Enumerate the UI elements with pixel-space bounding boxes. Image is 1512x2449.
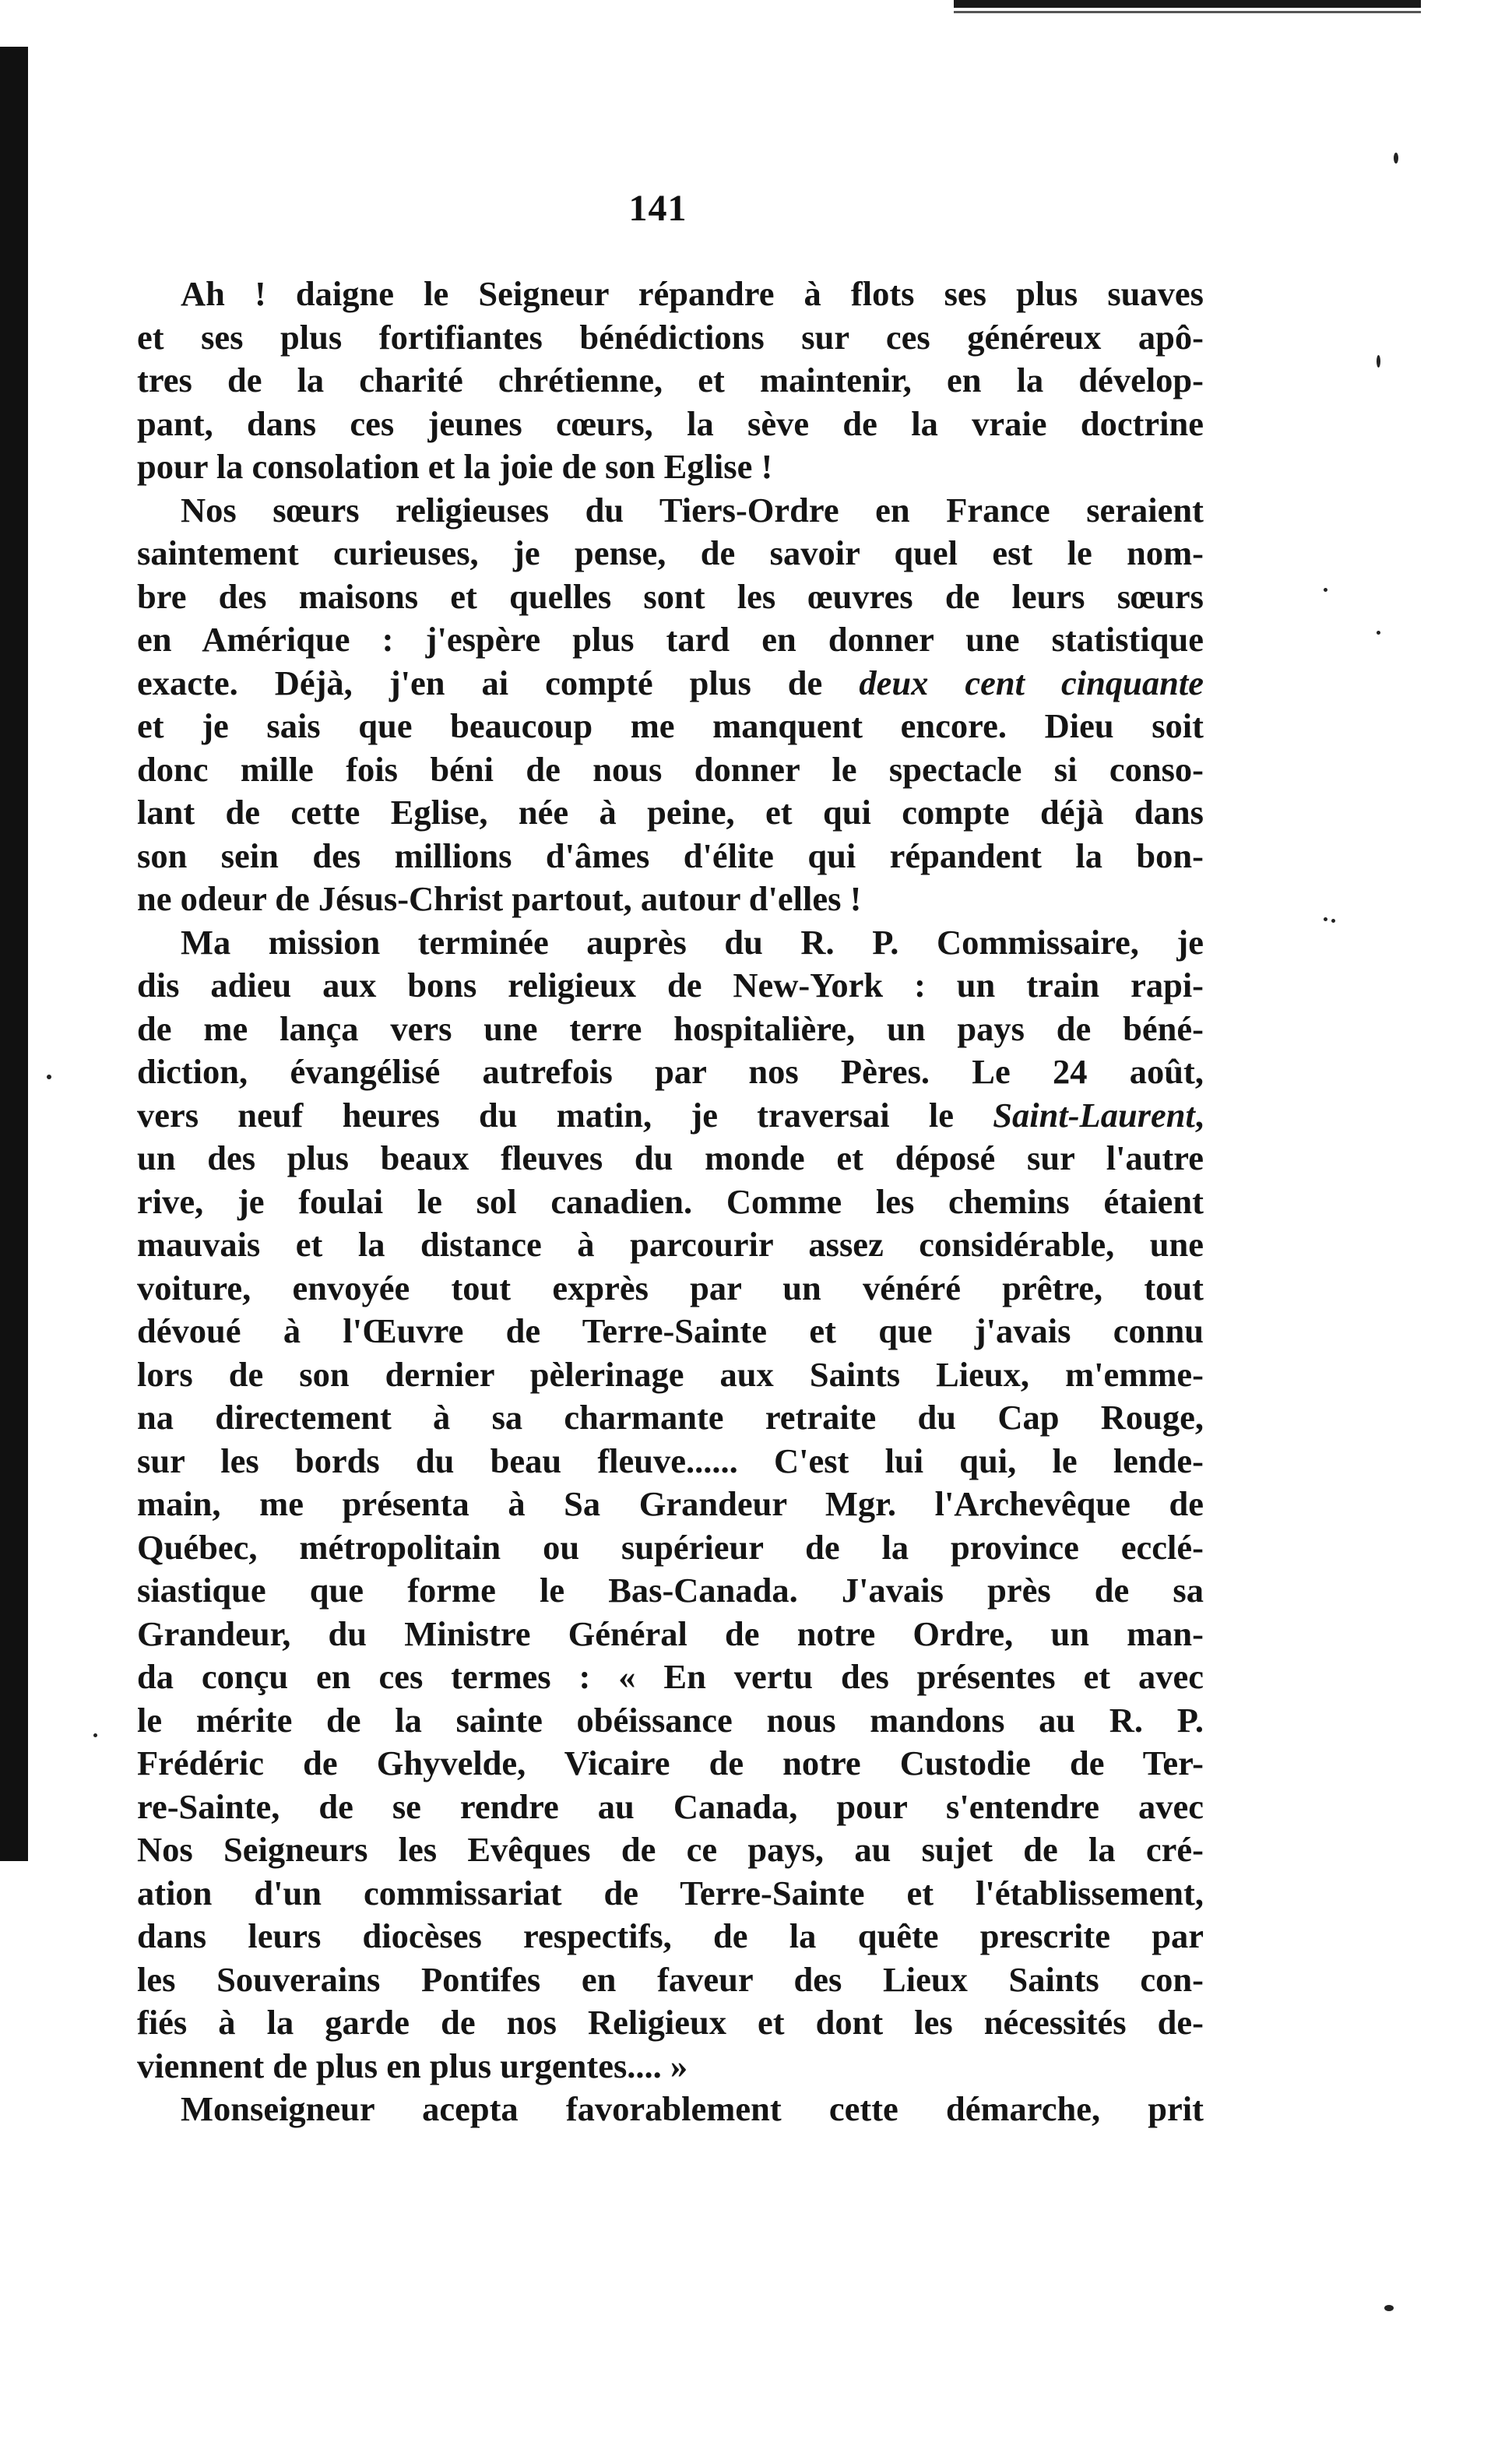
text-line: ne odeur de Jésus-Christ partout, autour d'elles ! [137,879,862,918]
italic-phrase: Saint-Laurent [993,1095,1195,1135]
scan-speck [1331,919,1335,923]
scan-speck [93,1733,97,1737]
text-line: pour la consolation et la joie de son Eglise ! [137,447,773,486]
text-line: mauvais et la distance à parcourir assez considérable, une [137,1225,1204,1264]
text-line: Monseigneur acepta favorablement cette démarche, prit [181,2089,1204,2128]
text-line: lors de son dernier pèlerinage aux Saints Lieux, m'emme- [137,1354,1204,1394]
text-line: diction, évangélisé autrefois par nos Pères. Le 24 août, [137,1052,1204,1091]
text-line: na directement à sa charmante retraite du Cap Rouge, [137,1398,1204,1437]
text-line: fiés à la garde de nos Religieux et dont les nécessités de- [137,2003,1204,2042]
text-line [137,1094,1204,1138]
text-line: Nos Seigneurs les Evêques de ce pays, au sujet de la cré- [137,1830,1204,1869]
text-line: ation d'un commissariat de Terre-Sainte et l'établissement, [137,1873,1204,1912]
text-line: siastique que forme le Bas-Canada. J'avais près de sa [137,1571,1204,1610]
text-line: dans leurs diocèses respectifs, de la quête prescrite par [137,1916,1204,1955]
text-line: da conçu en ces termes : « En vertu des présentes et avec [137,1657,1204,1696]
binding-shadow [0,47,28,1861]
scan-speck [1324,917,1327,921]
top-edge-rule [954,0,1421,8]
scan-speck [1324,588,1327,592]
text-line: rive, je foulai le sol canadien. Comme les chemins étaient [137,1181,1204,1221]
text-line: Ah ! daigne le Seigneur répandre à flots ses plus suaves [181,274,1204,313]
italic-phrase: deux cent cinquante [859,663,1204,702]
text-line: viennent de plus en plus urgentes.... » [137,2046,688,2085]
text-line: et je sais que beaucoup me manquent encore. Dieu soit [137,706,1204,745]
scan-speck [1394,153,1398,164]
scan-speck [1377,355,1380,368]
scan-speck [1377,631,1380,635]
text-line: dévoué à l'Œuvre de Terre-Sainte et que j'avais connu [137,1311,1204,1350]
text-line: tres de la charité chrétienne, et maintenir, en la dévelop- [137,361,1204,399]
text-line: de me lança vers une terre hospitalière, un pays de béné- [137,1008,1204,1048]
text-line: Frédéric de Ghyvelde, Vicaire de notre Custodie de Ter- [137,1744,1204,1782]
text-line: sur les bords du beau fleuve...... C'est lui qui, le lende- [137,1441,1204,1480]
text-line: Grandeur, du Ministre Général de notre Ordre, un man- [137,1613,1204,1653]
text-line: voiture, envoyée tout exprès par un vénéré prêtre, tout [137,1268,1204,1307]
text-line-part: exacte. Déjà, j'en ai compté plus de [137,663,860,702]
scan-speck [1384,2305,1394,2311]
text-line: son sein des millions d'âmes d'élite qui répandent la bon- [137,836,1204,875]
text-line: bre des maisons et quelles sont les œuvres de leurs sœurs [137,576,1204,616]
text-line: les Souverains Pontifes en faveur des Lieux Saints con- [137,1959,1204,1999]
text-line: Québec, métropolitain ou supérieur de la province ecclé- [137,1527,1204,1567]
text-line: Ma mission terminée auprès du R. P. Commissaire, je [181,922,1204,962]
text-line: un des plus beaux fleuves du monde et déposé sur l'autre [137,1138,1204,1177]
text-line [137,662,1204,705]
text-line: saintement curieuses, je pense, de savoir quel est le nom- [137,533,1204,572]
text-line: Nos sœurs religieuses du Tiers-Ordre en France seraient [181,490,1204,530]
text-line-part: , [1194,1095,1204,1135]
text-line: et ses plus fortifiantes bénédictions sur ces généreux apô- [137,317,1204,357]
page-number: 141 [628,188,687,229]
text-line-part: vers neuf heures du matin, je traversai le [137,1095,993,1135]
text-line: en Amérique : j'espère plus tard en donner une statistique [137,620,1204,659]
text-line: le mérite de la sainte obéissance nous mandons au R. P. [137,1700,1204,1740]
text-line: donc mille fois béni de nous donner le spectacle si conso- [137,749,1204,789]
text-line: lant de cette Eglise, née à peine, et qui compte déjà dans [137,793,1204,832]
text-line: pant, dans ces jeunes cœurs, la sève de la vraie doctrine [137,403,1204,443]
text-line: re-Sainte, de se rendre au Canada, pour s'entendre avec [137,1786,1204,1826]
text-line: main, me présenta à Sa Grandeur Mgr. l'Archevêque de [137,1484,1204,1523]
body-text [137,273,1204,2131]
top-edge-rule-thin [954,11,1421,13]
text-line: dis adieu aux bons religieux de New-York : un train rapi- [137,966,1204,1005]
scan-speck [47,1075,51,1079]
